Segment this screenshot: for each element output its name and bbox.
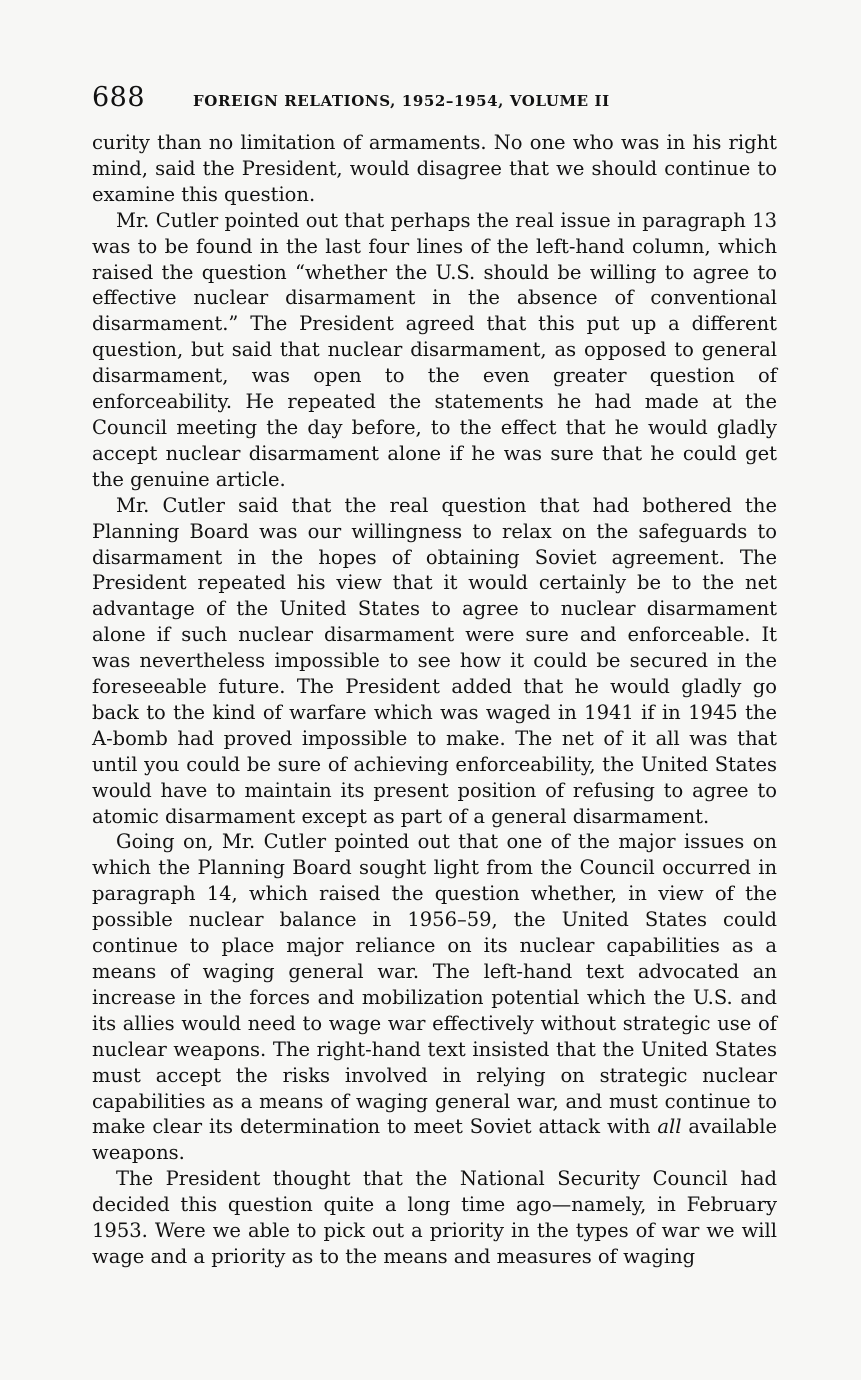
italic-emphasis: all [657,1115,682,1139]
paragraph-text-before-italic: Going on, Mr. Cutler pointed out that one of the major issues on which the Planning Board sought light from the Council occurred in paragraph 14, which raised the question whether, in view of the possible nuclear balance in 1956–59, the United States could continue to place major reliance on its nuclear capabilities as a means of waging general war. The left-hand text advocated an increase in the forces and mobilization potential which the U.S. and its allies would need to wage war effectively without strategic use of nuclear weapons. The right-hand text insisted that the United States must accept the risks involved in relying on strategic nuclear capabilities as a means of waging general war, and must continue to make clear its determination to meet Soviet attack with [92,830,777,1139]
paragraph-cutler-paragraph-14 [92,829,777,1166]
page-header [92,82,777,118]
body-text [92,130,777,1270]
paragraph-safeguards: Mr. Cutler said that the real question that had bothered the Planning Board was our willingness to relax on the safeguards to disarmament in the hopes of obtaining Soviet agreement. The President repeated his view that it would certainly be to the net advantage of the United States to agree to nuclear disarmament alone if such nuclear disarmament were sure and enforceable. It was nevertheless impossible to see how it could be secured in the foreseeable future. The President added that he would gladly go back to the kind of warfare which was waged in 1941 if in 1945 the A-bomb had proved impossible to make. The net of it all was that until you could be sure of achieving enforceability, the United States would have to maintain its present position of refusing to agree to atomic disarmament except as part of a general disarmament. [92,493,777,828]
page-number: 688 [92,82,146,113]
paragraph-text-after-italic: available weapons. [92,1115,777,1165]
document-page [92,82,777,1270]
running-head: FOREIGN RELATIONS, 1952–1954, VOLUME II [193,92,610,110]
paragraph-cutler-paragraph-13: Mr. Cutler pointed out that perhaps the real issue in paragraph 13 was to be found in the last four lines of the left-hand column, which raised the question “whether the U.S. should be willing to agree to effective nuclear disarmament in the absence of conventional disarmament.” The President agreed that this put up a different question, but said that nuclear disarmament, as opposed to general disarmament, was open to the even greater question of enforceability. He repeated the statements he had made at the Council meeting the day before, to the effect that he would gladly accept nuclear disarmament alone if he was sure that he could get the genuine article. [92,208,777,491]
paragraph-continuation: curity than no limitation of armaments. No one who was in his right mind, said the President, would disagree that we should continue to examine this question. [92,131,777,206]
paragraph-president-nsc: The President thought that the National Security Council had decided this question quite a long time ago—namely, in February 1953. Were we able to pick out a priority in the types of war we will wage and a priority as to the means and measures of waging [92,1167,777,1268]
